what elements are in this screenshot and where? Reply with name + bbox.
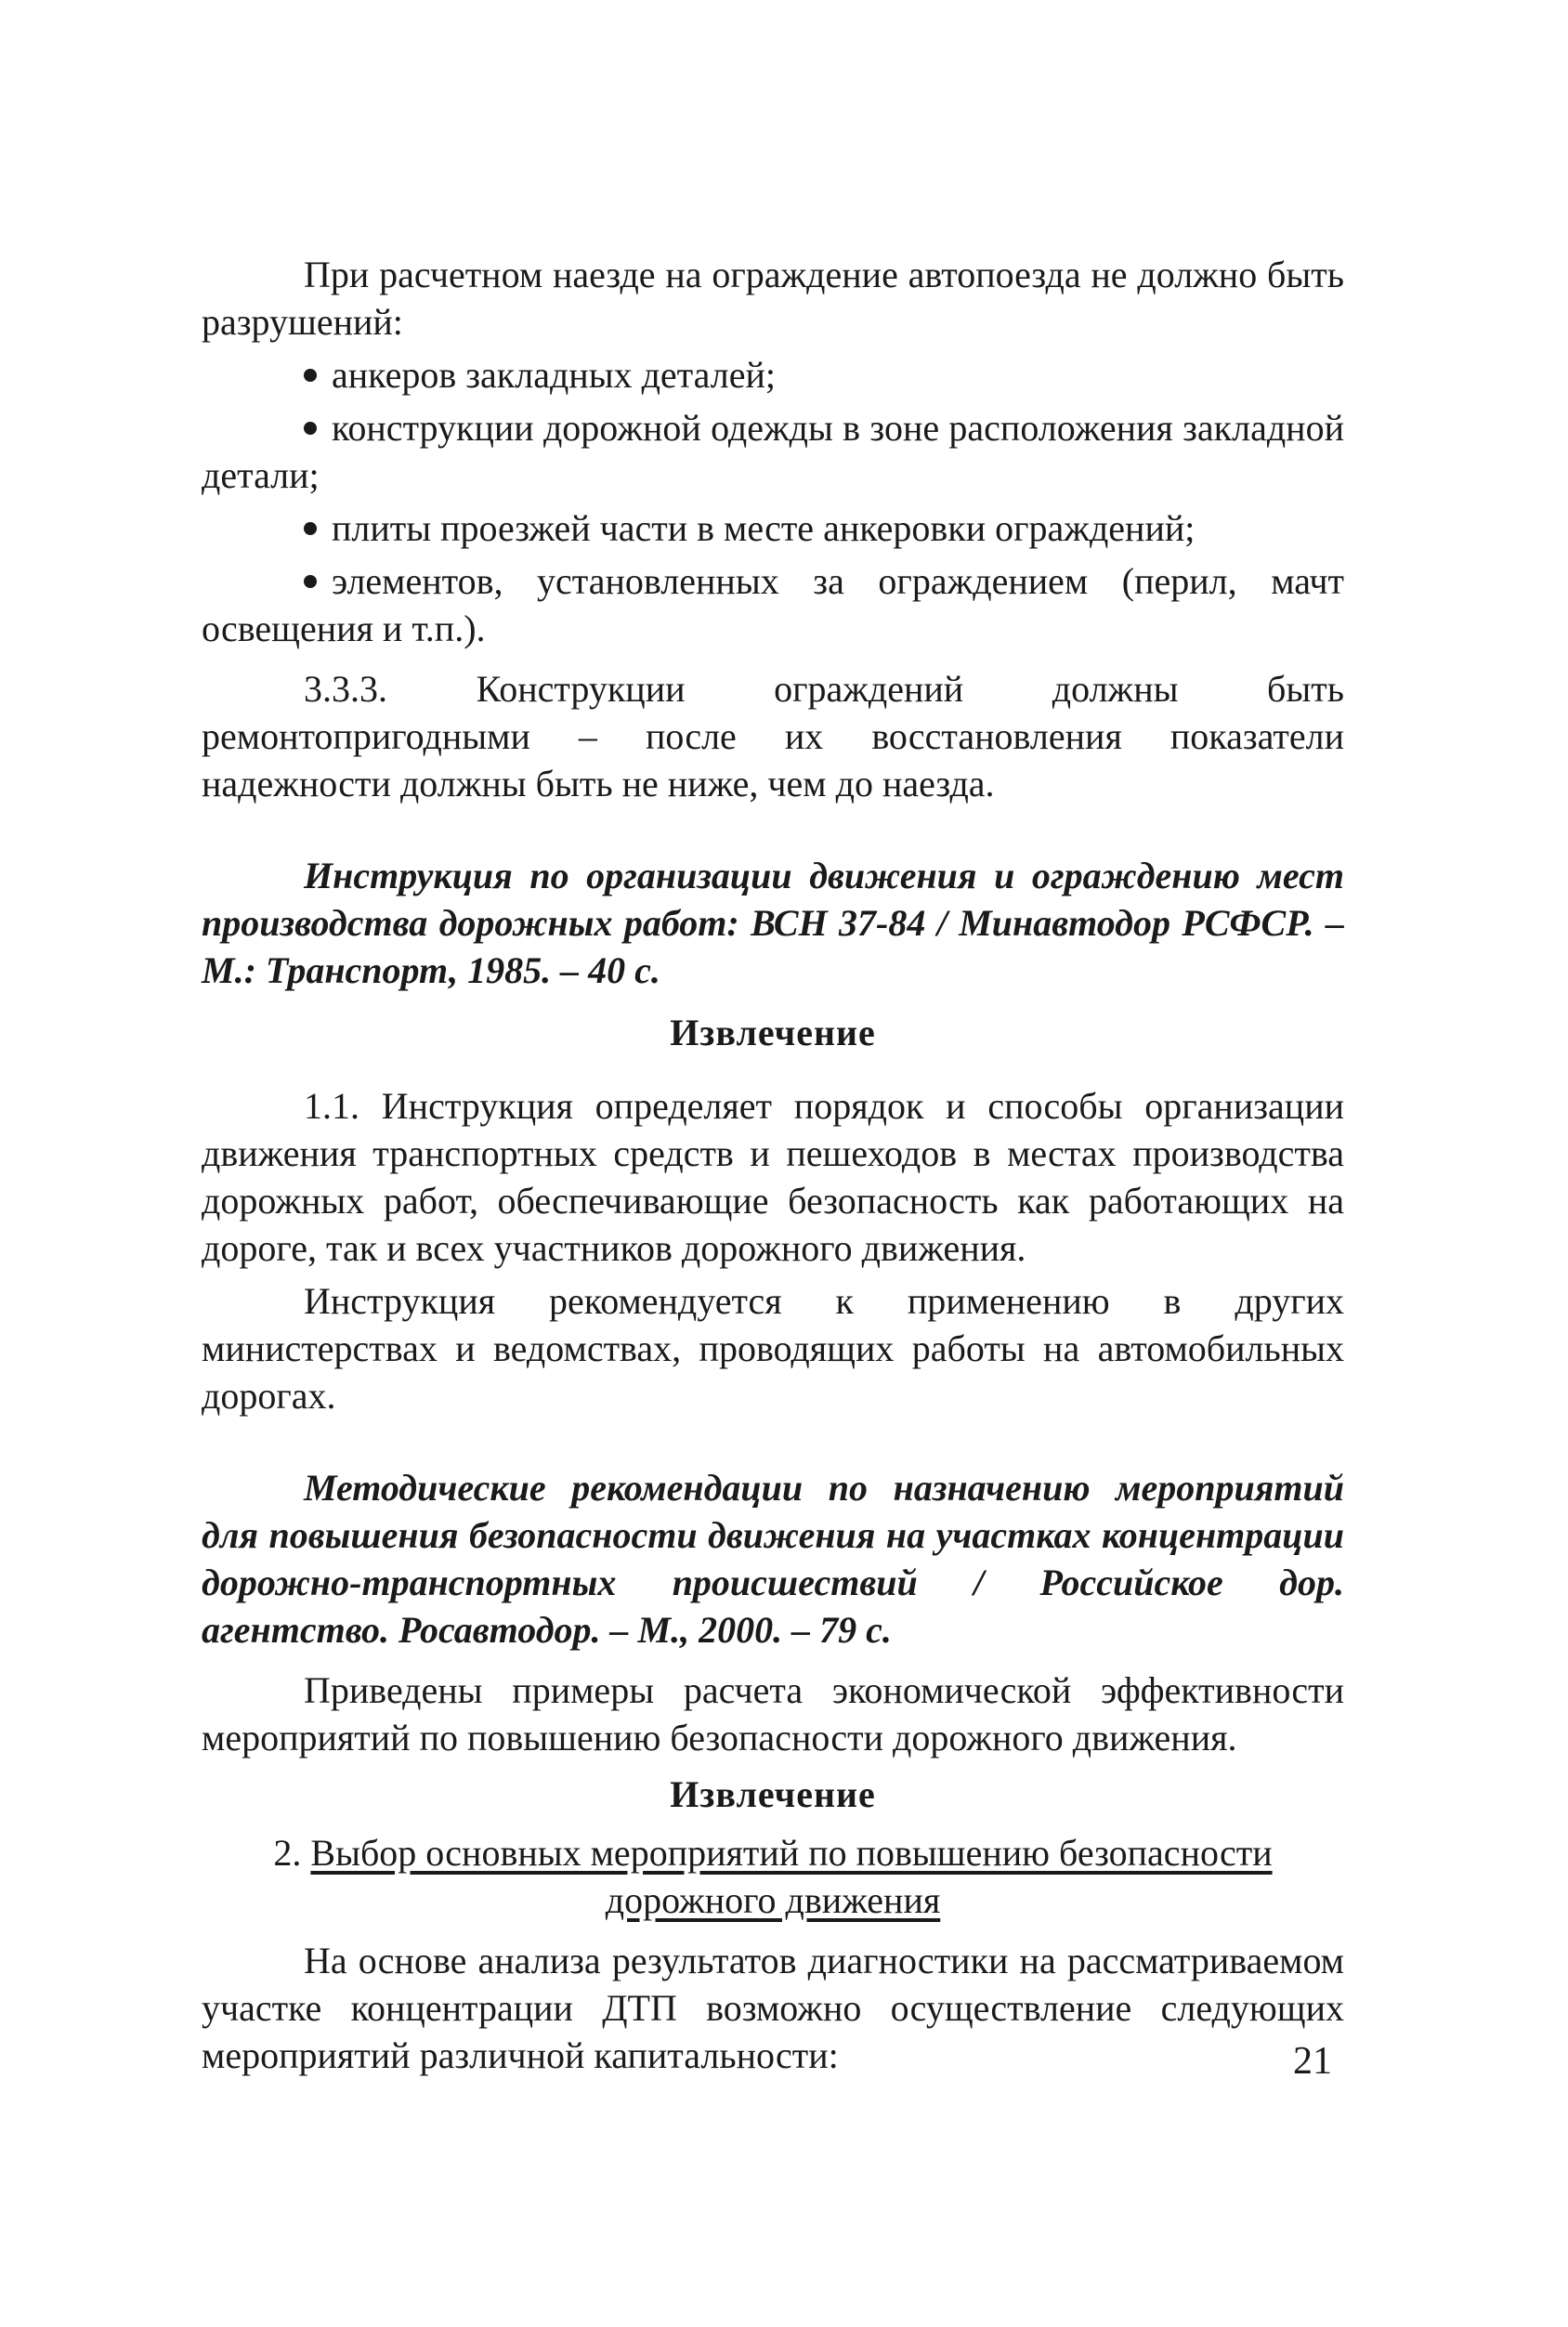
bullet-text: элементов, установленных за ограждением (перил, мачт освещения и т.п.). xyxy=(202,560,1344,649)
document-page xyxy=(202,251,1344,2079)
heading-extract-1: Извлечение xyxy=(670,1012,876,1053)
bullet-icon xyxy=(304,422,317,435)
section-heading xyxy=(202,1829,1344,1924)
bullet-icon xyxy=(304,522,317,535)
bullet-item-slab xyxy=(202,504,1344,552)
paragraph-instruction-recommendation: Инструкция рекомендуется к применению в других министерствах и ведомствах, проводящих работы на автомобильных дорогах. xyxy=(202,1280,1344,1417)
section-title: Выбор основных мероприятий по повышению безопасности дорожного движения xyxy=(310,1832,1273,1921)
heading-extract-2: Извлечение xyxy=(670,1773,876,1815)
bullet-item-pavement xyxy=(202,404,1344,499)
bullet-icon xyxy=(304,369,317,382)
paragraph-instruction-scope: 1.1. Инструкция определяет порядок и способы организации движения транспортных средств и пешеходов в местах производства дорожных работ, обеспечивающие безопасность как работающих на дороге, так и всех участников дорожного движения. xyxy=(202,1085,1344,1269)
paragraph-maintainability: 3.3.3. Конструкции ограждений должны быть ремонтопригодными – после их восстановления показатели надежности должны быть не ниже, чем до наезда. xyxy=(202,668,1344,804)
section-number: 2. xyxy=(273,1832,302,1874)
bullet-item-anchors xyxy=(202,351,1344,399)
bullet-text: анкеров закладных деталей; xyxy=(332,354,776,396)
reference-methodical-recommendations: Методические рекомендации по назначению мероприятий для повышения безопасности движения на участках концентрации дорожно-транспортных происшествий / Российское дор. агентство. Росавтодор. – М., 2000. – 79 с. xyxy=(202,1467,1344,1651)
bullet-item-elements xyxy=(202,557,1344,652)
reference-instruction-vsn: Инструкция по организации движения и ограждению мест производства дорожных работ: ВСН 37-84 / Минавтодор РСФСР. – М.: Транспорт, 1985. – 40 с. xyxy=(202,855,1344,991)
paragraph-crash-requirements: При расчетном наезде на ограждение автопоезда не должно быть разрушений: xyxy=(202,254,1344,343)
bullet-text: плиты проезжей части в месте анкеровки ограждений; xyxy=(332,507,1196,549)
bullet-text: конструкции дорожной одежды в зоне расположения закладной детали; xyxy=(202,407,1344,496)
paragraph-diagnostics: На основе анализа результатов диагностики на рассматриваемом участке концентрации ДТП возможно осуществление следующих мероприятий различной капитальности: xyxy=(202,1940,1344,2076)
paragraph-examples: Приведены примеры расчета экономической эффективности мероприятий по повышению безопасности дорожного движения. xyxy=(202,1669,1344,1758)
page-number: 21 xyxy=(1293,2040,1332,2083)
bullet-icon xyxy=(304,575,317,588)
